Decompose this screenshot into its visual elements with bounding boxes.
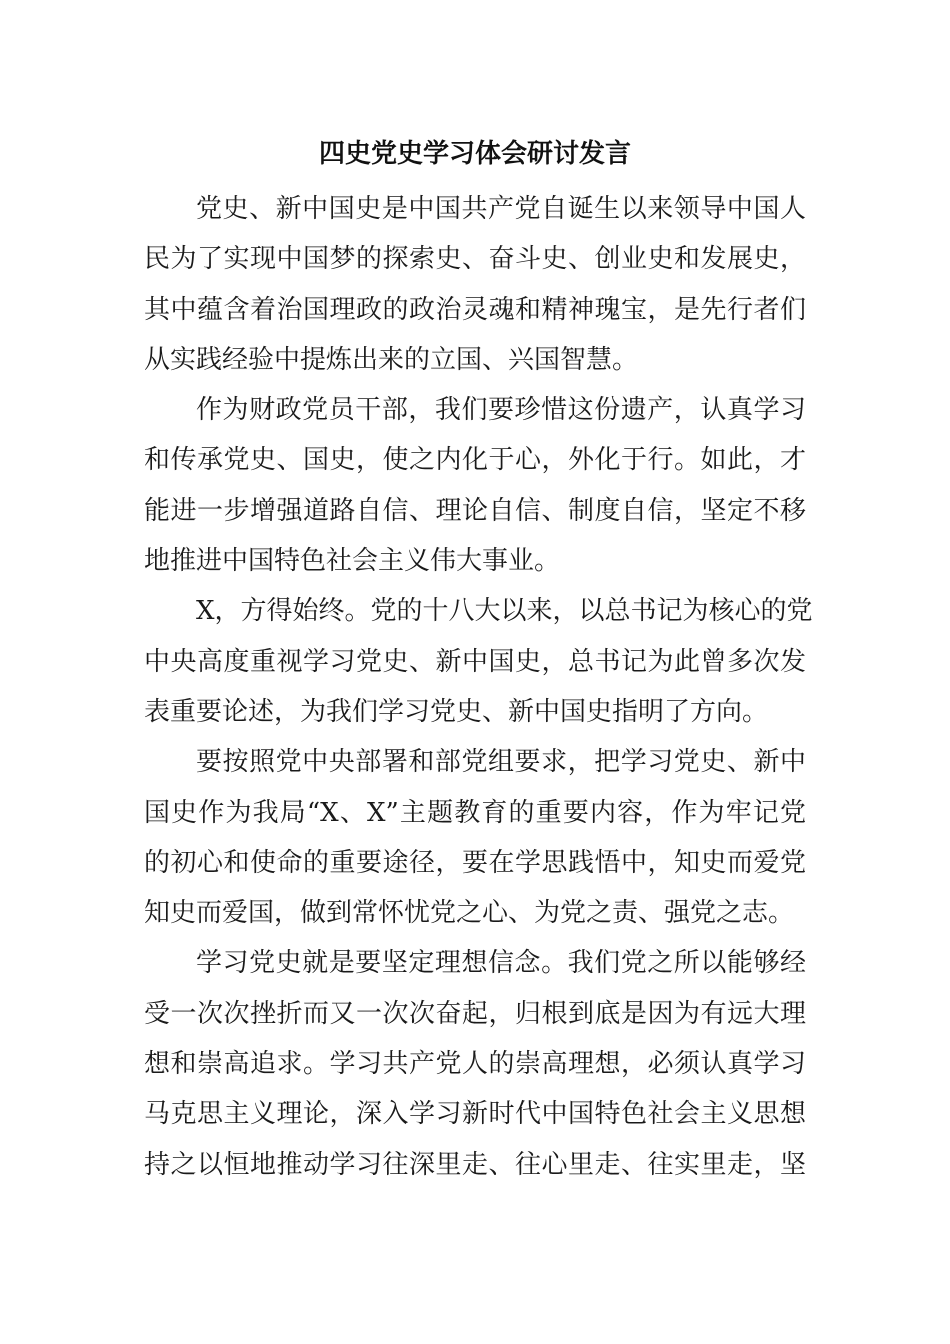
document-body — [144, 184, 813, 1190]
text-line: 知史而爱国，做到常怀忧党之心、为党之责、强党之志。 — [144, 898, 795, 929]
text-line: 党史、新中国史是中国共产党自诞生以来领导中国人 — [196, 194, 806, 224]
text-line: 表重要论述，为我们学习党史、新中国史指明了方向。 — [144, 696, 769, 727]
paragraph-4 — [144, 737, 806, 938]
text-line: 中央高度重视学习党史、新中国史，总书记为此曾多次发 — [144, 646, 806, 677]
text-line: 马克思主义理论，深入学习新时代中国特色社会主义思想 — [144, 1099, 806, 1130]
text-line: 民为了实现中国梦的探索史、奋斗史、创业史和发展史， — [144, 244, 806, 275]
paragraph-5 — [144, 938, 806, 1189]
paragraph-1 — [144, 184, 806, 385]
text-line: 其中蕴含着治国理政的政治灵魂和精神瑰宝，是先行者们 — [144, 294, 806, 325]
text-line: 要按照党中央部署和部党组要求，把学习党史、新中 — [196, 747, 806, 778]
paragraph-2 — [144, 385, 806, 586]
text-line: X，方得始终。党的十八大以来，以总书记为核心的党 — [196, 596, 813, 627]
text-line: 想和崇高追求。学习共产党人的崇高理想，必须认真学习 — [144, 1049, 806, 1080]
document-title: 四史党史学习体会研讨发言 — [318, 139, 631, 169]
text-line: 学习党史就是要坚定理想信念。我们党之所以能够经 — [196, 948, 806, 979]
text-line: 作为财政党员干部，我们要珍惜这份遗产，认真学习 — [196, 395, 806, 426]
text-line: 能进一步增强道路自信、理论自信、制度自信，坚定不移 — [144, 495, 806, 526]
paragraph-3 — [144, 586, 813, 737]
text-line: 国史作为我局“X、X”主题教育的重要内容，作为牢记党 — [144, 797, 806, 828]
text-line: 受一次次挫折而又一次次奋起，归根到底是因为有远大理 — [144, 998, 806, 1029]
text-line: 从实践经验中提炼出来的立国、兴国智慧。 — [144, 344, 639, 375]
text-line: 地推进中国特色社会主义伟大事业。 — [144, 546, 561, 577]
text-line: 持之以恒地推动学习往深里走、往心里走、往实里走，坚 — [144, 1149, 806, 1180]
text-line: 和传承党史、国史，使之内化于心，外化于行。如此，才 — [144, 445, 806, 476]
text-line: 的初心和使命的重要途径，要在学思践悟中，知史而爱党 — [144, 847, 806, 878]
